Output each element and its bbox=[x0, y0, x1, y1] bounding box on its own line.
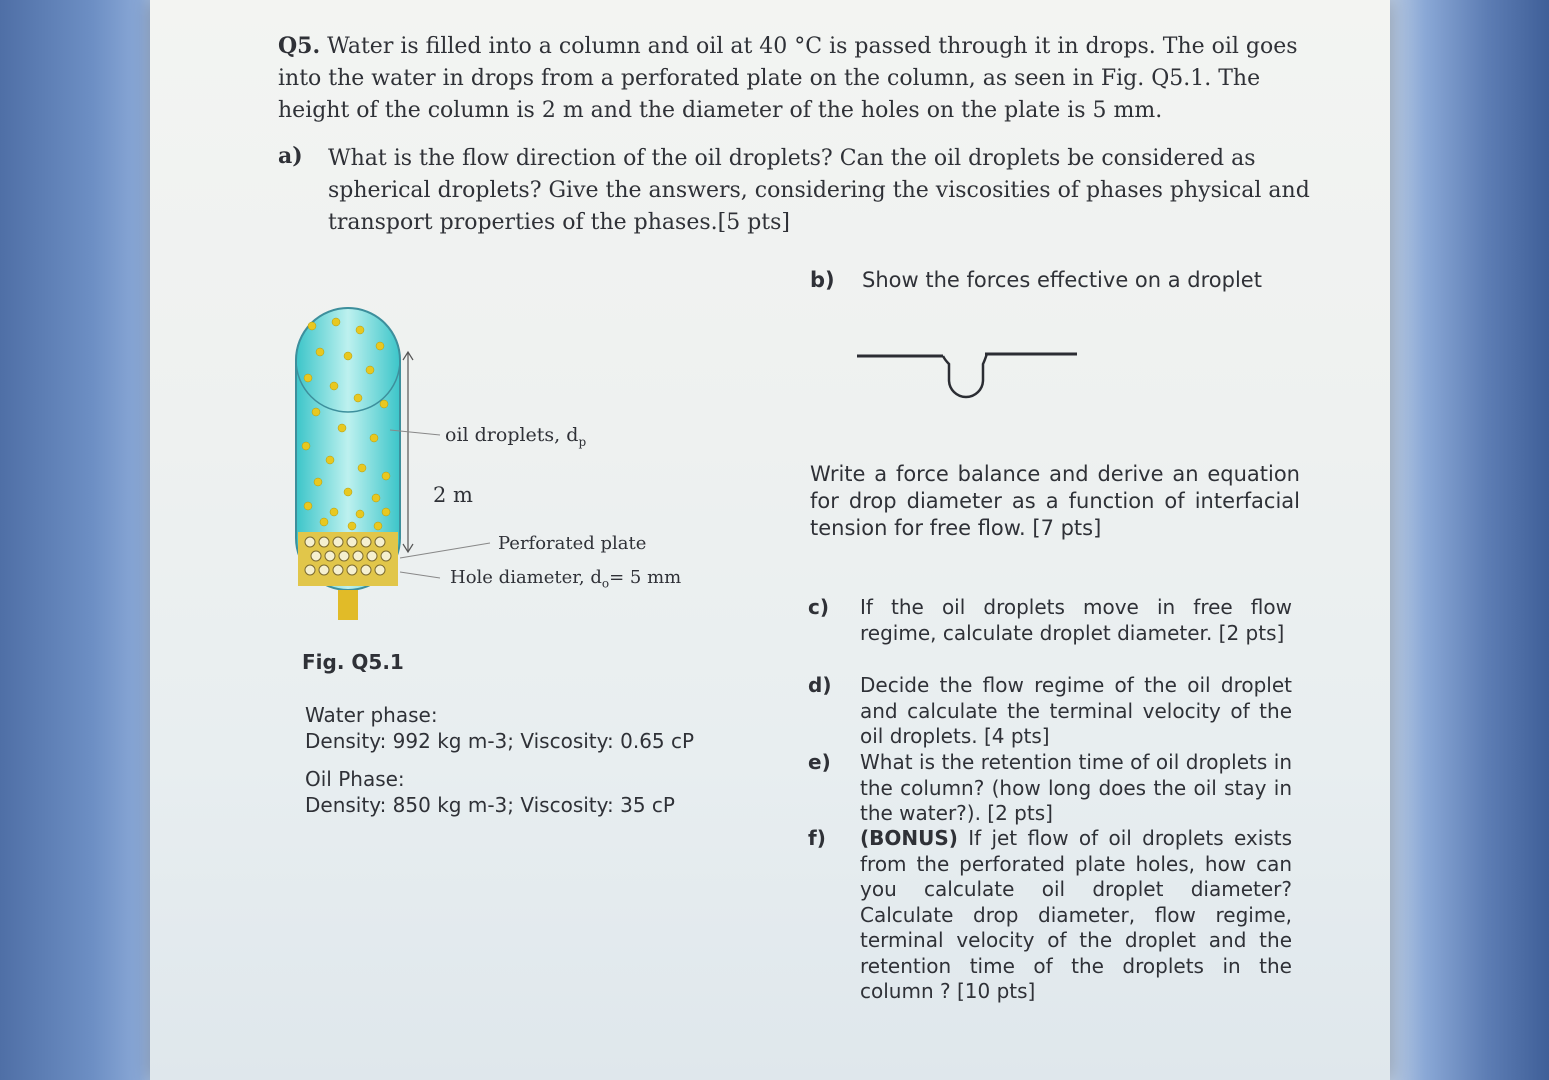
inlet-pipe bbox=[338, 590, 358, 620]
label-oil-droplets-text: oil droplets, d bbox=[445, 424, 579, 446]
part-f-bonus: (BONUS) bbox=[860, 826, 958, 850]
question-intro-text: Water is filled into a column and oil at 40 °C is passed through it in drops. The oil goes into the water in drops from a perforated plate on the column, as seen in Fig. Q5.1. The height of the column is 2 m and the diameter of the holes on the plate is 5 mm. bbox=[278, 34, 1298, 123]
label-oil-droplets-sub: p bbox=[578, 434, 587, 449]
droplet-sketch bbox=[855, 340, 1080, 410]
part-f bbox=[808, 826, 1292, 1003]
part-a-text: What is the flow direction of the oil droplets? Can the oil droplets be considered as spherical droplets? Give the answers, considering the viscosities of phases physical and transport properties of the phases.[5 pts] bbox=[328, 146, 1310, 235]
worksheet-page bbox=[150, 0, 1390, 1080]
part-d bbox=[808, 673, 1292, 748]
part-f-text: If jet flow of oil droplets exists from the perforated plate holes, how can you calculate oil droplet diameter? Calculate drop diameter, flow regime, terminal velocity of the droplet and the retention time of the droplets in the column ? [10 pts] bbox=[860, 826, 1292, 1003]
figure-caption: Fig. Q5.1 bbox=[302, 650, 404, 674]
phase-properties bbox=[305, 702, 694, 830]
water-phase-title: Water phase: bbox=[305, 703, 438, 727]
part-d-text: Decide the flow regime of the oil droplet and calculate the terminal velocity of the oil droplets. [4 pts] bbox=[860, 673, 1292, 748]
part-c-letter: c) bbox=[808, 595, 829, 619]
part-b-text: Show the forces effective on a droplet bbox=[862, 268, 1262, 292]
label-hole-sub: o bbox=[601, 576, 610, 591]
oil-phase-values: Density: 850 kg m-3; Viscosity: 35 cP bbox=[305, 793, 675, 817]
question-intro bbox=[278, 30, 1338, 127]
question-number: Q5. bbox=[278, 33, 321, 59]
label-hole-value: = 5 mm bbox=[609, 567, 682, 588]
label-perforated-plate: Perforated plate bbox=[498, 533, 647, 554]
part-c-text: If the oil droplets move in free flow regime, calculate droplet diameter. [2 pts] bbox=[860, 595, 1292, 645]
height-arrow bbox=[403, 352, 413, 552]
label-hole-diameter bbox=[450, 567, 681, 591]
perforated-plate bbox=[298, 532, 398, 586]
water-phase-values: Density: 992 kg m-3; Viscosity: 0.65 cP bbox=[305, 729, 695, 753]
label-oil-droplets bbox=[445, 424, 586, 449]
part-f-letter: f) bbox=[808, 826, 826, 850]
part-b-letter: b) bbox=[810, 268, 835, 292]
part-d-letter: d) bbox=[808, 673, 832, 697]
part-a-letter: a) bbox=[278, 143, 303, 169]
label-height: 2 m bbox=[433, 483, 473, 507]
part-f-body bbox=[860, 826, 1292, 1005]
label-hole-text: Hole diameter, d bbox=[450, 567, 602, 588]
force-balance-text: Write a force balance and derive an equation for drop diameter as a function of interfacial tension for free flow. [7 pts] bbox=[810, 462, 1300, 540]
part-c bbox=[808, 595, 1292, 645]
part-e bbox=[808, 750, 1292, 825]
part-e-letter: e) bbox=[808, 750, 831, 774]
oil-phase-title: Oil Phase: bbox=[305, 767, 405, 791]
part-e-text: What is the retention time of oil droplets in the column? (how long does the oil stay in the water?). [2 pts] bbox=[860, 750, 1292, 825]
